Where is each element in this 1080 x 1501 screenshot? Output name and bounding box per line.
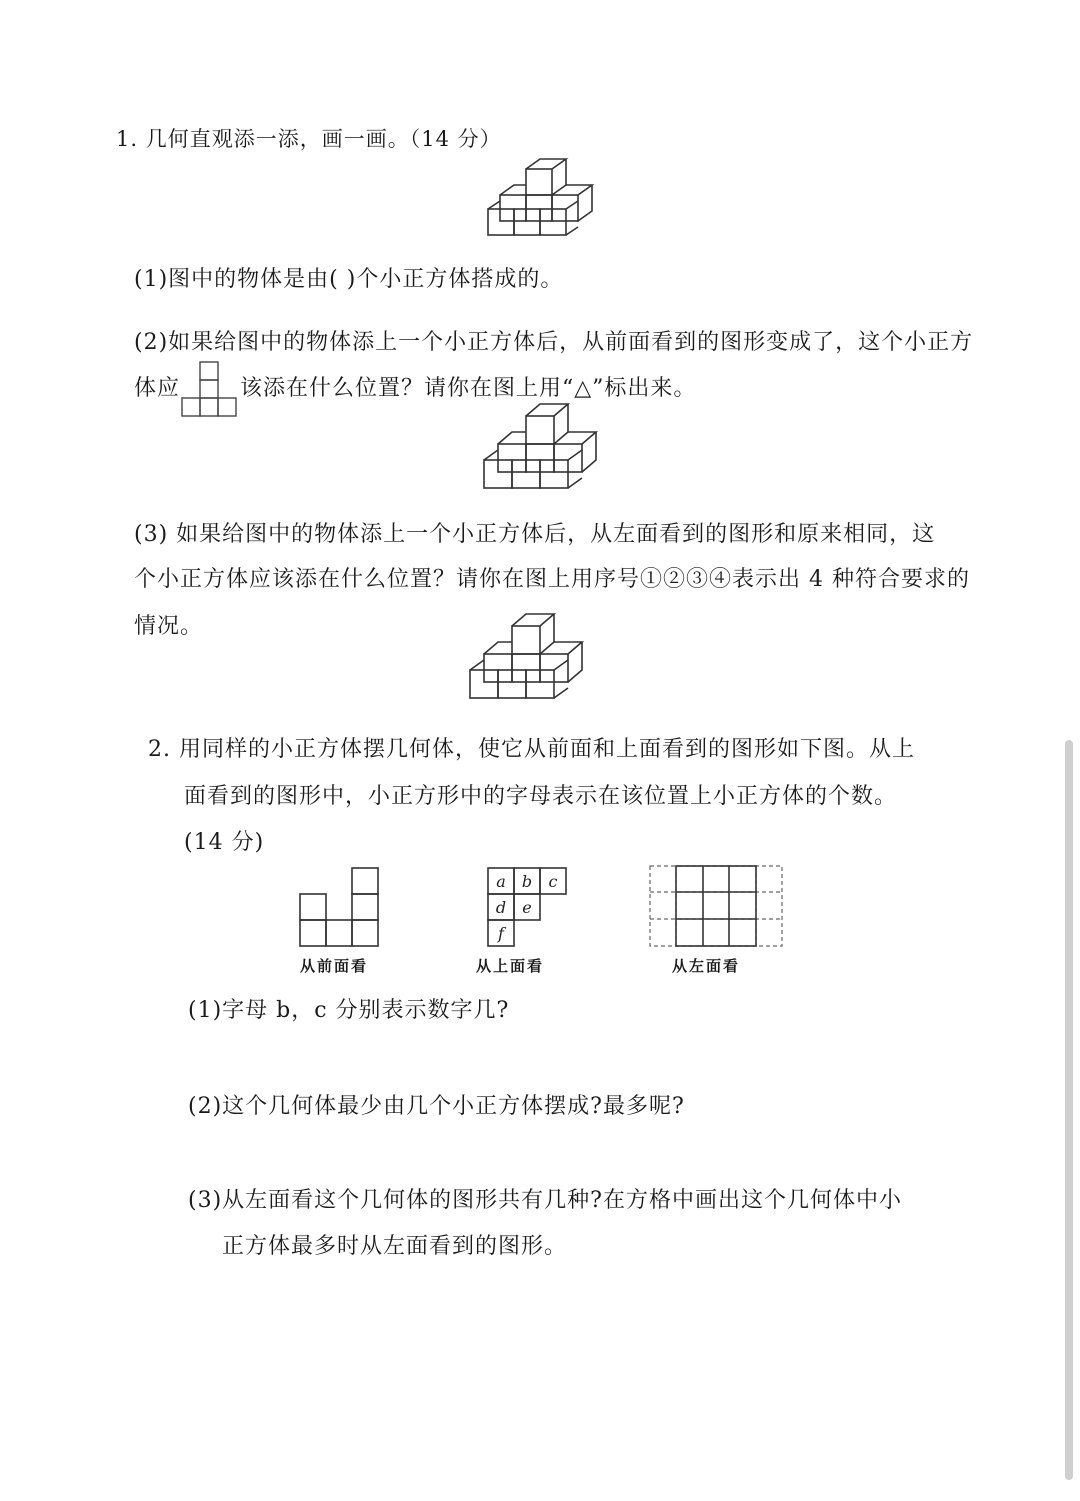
q2-part1: (1)字母 b，c 分别表示数字几? [188, 998, 510, 1023]
caption-top-view: 从上面看 [476, 957, 545, 975]
cube-figure-2 [480, 400, 605, 500]
top-letter-d: d [495, 898, 507, 917]
q1-part2-line2a: 体应 [134, 376, 181, 401]
q1-part2-line2b: 该添在什么位置？请你在图上用“△”标出来。 [240, 376, 697, 401]
cube-figure-1 [484, 155, 604, 245]
q1-part2-line1: (2)如果给图中的物体添上一个小正方体后，从前面看到的图形变成了，这个小正方 [134, 330, 974, 355]
top-letter-e: e [522, 898, 532, 917]
caption-front-view: 从前面看 [300, 957, 369, 975]
cube-figure-3 [466, 610, 591, 710]
top-view-grid [486, 866, 570, 948]
q2-part3-line2: 正方体最多时从左面看到的图形。 [222, 1234, 568, 1259]
front-view-grid-small [180, 360, 240, 418]
q1-part3-line3: 情况。 [134, 614, 204, 639]
q1-title: 1. 几何直观添一添，画一画。（14 分） [116, 127, 502, 151]
top-letter-b: b [521, 872, 533, 891]
top-letter-f: f [498, 924, 504, 943]
front-view-grid [298, 866, 382, 948]
q2-line2: 面看到的图形中，小正方形中的字母表示在该位置上小正方体的个数。 [184, 784, 898, 809]
vertical-scrollbar[interactable] [1065, 740, 1073, 1480]
q2-line3: (14 分) [184, 830, 265, 855]
q1-part1: (1)图中的物体是由( )个小正方体搭成的。 [134, 267, 564, 292]
q1-part3-line2: 个小正方体应该添在什么位置？请你在图上用序号①②③④表示出 4 种符合要求的 [134, 567, 970, 592]
q2-part3-line1: (3)从左面看这个几何体的图形共有几种?在方格中画出这个几何体中小 [188, 1188, 902, 1213]
q2-line1: 2. 用同样的小正方体摆几何体，使它从前面和上面看到的图形如下图。从上 [148, 737, 915, 762]
q1-part3-line1: (3) 如果给图中的物体添上一个小正方体后，从左面看到的图形和原来相同，这 [134, 522, 936, 547]
caption-left-view: 从左面看 [672, 957, 741, 975]
top-letter-c: c [548, 872, 558, 891]
left-view-grid [648, 864, 786, 950]
top-letter-a: a [496, 872, 506, 891]
q2-part2: (2)这个几何体最少由几个小正方体摆成?最多呢? [188, 1094, 685, 1119]
